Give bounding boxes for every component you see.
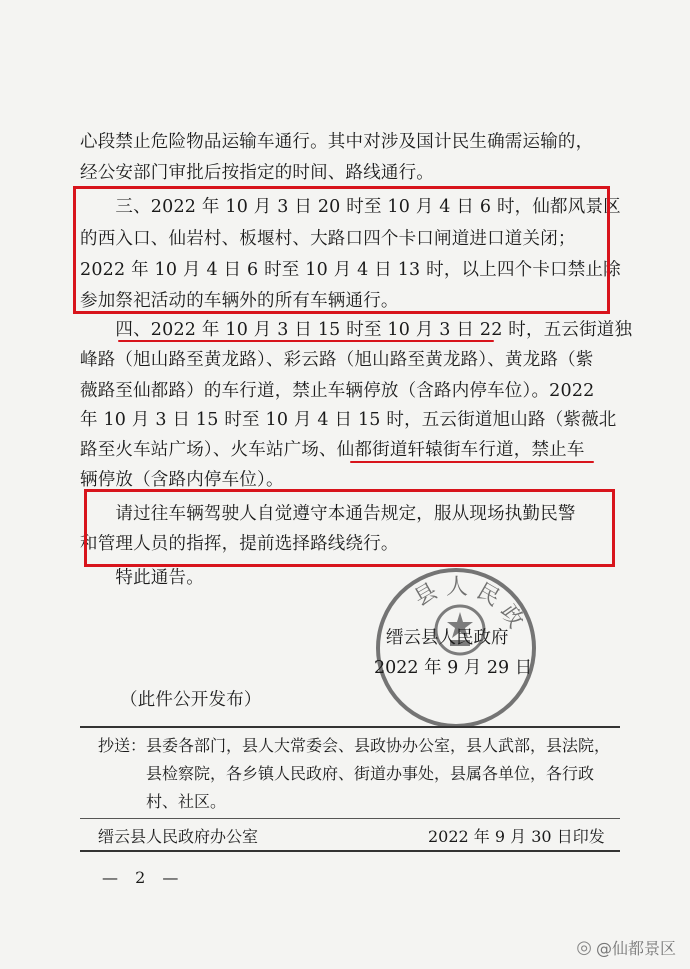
highlight-underline-date [118,340,494,342]
body-line: 三、2022 年 10 月 3 日 20 时至 10 月 4 日 6 时，仙都风景区 [80,197,621,217]
highlight-box-notice [84,489,615,567]
body-line: 和管理人员的指挥，提前选择路线绕行。 [80,534,399,554]
body-line: 年 10 月 3 日 15 时至 10 月 4 日 15 时，五云街道旭山路（紫薇北 [80,410,617,430]
body-line: 四、2022 年 10 月 3 日 15 时至 10 月 3 日 22 时，五云街道独 [80,320,633,340]
divider [80,726,620,728]
body-line: 心段禁止危险物品运输车通行。其中对涉及国计民生确需运输的， [80,132,594,152]
cc-line: 村、社区。 [146,792,227,811]
cc-line: 县检察院，各乡镇人民政府、街道办事处，县属各单位，各行政 [146,764,595,783]
divider [80,850,620,852]
body-line: 经公安部门审批后按指定的时间、路线通行。 [80,163,434,183]
weibo-watermark [576,936,676,959]
public-release-note: （此件公开发布） [120,690,262,710]
body-line: 2022 年 10 月 4 日 6 时至 10 月 4 日 13 时，以上四个卡口禁止除 [80,260,621,280]
signature-org: 缙云县人民政府 [386,628,509,648]
body-line: 薇路至仙都路）的车行道，禁止车辆停放（含路内停车位）。2022 [80,381,595,401]
cc-line: 县委各部门，县人大常委会、县政协办公室，县人武部，县法院， [146,736,611,755]
highlight-underline-xuanyuan [350,461,594,463]
body-line: 请过往车辆驾驶人自觉遵守本通告规定，服从现场执勤民警 [80,504,576,524]
body-line: 路至火车站广场）、火车站广场、仙都街道轩辕街车行道，禁止车 [80,440,585,460]
weibo-icon: ◎ [576,937,592,958]
cc-label: 抄送： [98,736,147,755]
highlight-box-section-three [73,186,610,314]
official-seal: 县 人 民 政 [376,568,536,728]
body-line: 特此通告。 [80,568,204,588]
signature-date: 2022 年 9 月 29 日 [374,658,533,678]
print-date: 2022 年 9 月 30 日印发 [428,827,605,846]
body-line: 峰路（旭山路至黄龙路）、彩云路（旭山路至黄龙路）、黄龙路（紫 [80,350,594,370]
body-line: 辆停放（含路内停车位）。 [80,470,284,490]
watermark-text: @仙都景区 [595,939,676,958]
body-line: 参加祭祀活动的车辆外的所有车辆通行。 [80,291,399,311]
issuing-office: 缙云县人民政府办公室 [98,827,259,846]
body-line: 的西入口、仙岩村、板堰村、大路口四个卡口闸道进口道关闭； [80,229,576,249]
page-number: — 2 — [102,868,185,887]
divider [80,818,620,819]
